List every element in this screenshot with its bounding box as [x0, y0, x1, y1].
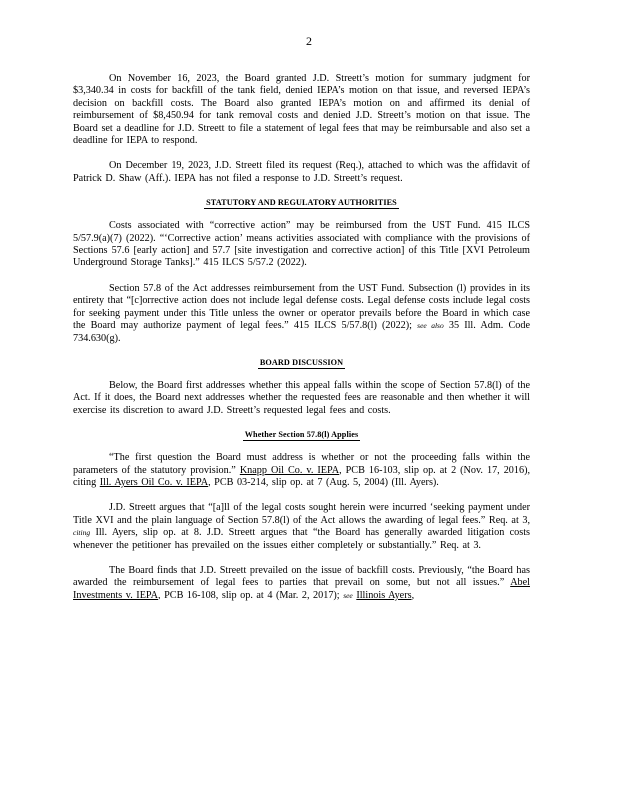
see-signal: see: [343, 590, 353, 600]
case-citation-ill-ayers: Ill. Ayers Oil Co. v. IEPA: [99, 476, 209, 488]
paragraph-discussion-intro: Below, the Board first addresses whether this appeal falls within the scope of Section 57.8(l) of the Act. If it does, the Board next addresses whether the requested fees are reasonable and then whether it will exercise its discretion to award J.D. Streett’s requested legal fees and costs.: [73, 379, 530, 416]
paragraph-request-filing: On December 19, 2023, J.D. Streett filed its request (Req.), attached to which was the affidavit of Patrick D. Shaw (Aff.). IEPA has not filed a response to J.D. Streett’s request.: [73, 160, 530, 184]
case-citation-knapp: Knapp Oil Co. v. IEPA: [239, 464, 340, 476]
case-citation-abel: Abel Investments v. IEPA: [73, 577, 530, 601]
see-also-signal: see also: [417, 321, 444, 331]
paragraph-procedural-history: On November 16, 2023, the Board granted J.D. Streett’s motion for summary judgment for $3,340.34 in costs for backfill of the tank field, denied IEPA’s motion on that issue, and reversed IEPA’s decision on backfill costs. The Board also granted IEPA’s motion on and affirmed its denial of reimbursement of $8,450.94 for tank removal costs and denied J.D. Streett’s motion on that issue. The Board set a deadline for J.D. Streett to file a statement of legal fees that may be reimbursable and also set a deadline for IEPA to respond.: [73, 73, 530, 147]
heading-statutory-authorities: STATUTORY AND REGULATORY AUTHORITIES: [206, 198, 397, 208]
paragraph-streett-argument: J.D. Streett argues that “[a]ll of the legal costs sought herein were incurred ‘seeking payment under Title XVI and the plain language of Section 57.8(l) of the Act allows the awarding of legal fees.” Req. at 3, citing Ill. Ayers, slip op. at 8. J.D. Streett argues that “the Board has generally awarded litigation costs whenever the petitioner has prevailed on the issues either completely or substantially.” Req. at 3.: [73, 502, 530, 551]
paragraph-first-question: “The first question the Board must address is whether or not the proceeding falls within the parameters of the statutory provision.” Knapp Oil Co. v. IEPA, PCB 16-103, slip op. at 2 (Nov. 17, 2016), citing Ill. Ayers Oil Co. v. IEPA, PCB 03-214, slip op. at 7 (Aug. 5, 2004) (Ill. Ayers).: [73, 452, 531, 488]
heading-whether-section-applies: Whether Section 57.8(l) Applies: [244, 430, 359, 440]
paragraph-section-57-8: Section 57.8 of the Act addresses reimbursement from the UST Fund. Subsection (l) provides in its entirety that “[c]orrective action does not include legal defense costs. Legal defense costs include legal costs for seeking payment under this Title unless the owner or operator prevails before the Board in which case the Board may authorize payment of legal fees.” 415 ILCS 5/57.8(l) (2022); see also 35 Ill. Adm. Code 734.630(g).: [73, 282, 530, 344]
paragraph-corrective-action: Costs associated with “corrective action” may be reimbursed from the UST Fund. 415 ILCS 5/57.9(a)(7) (2022). “‘Corrective action’ means activities associated with compliance with the provisions of Sections 57.6 [early action] and 57.7 [site investigation and corrective action] of this Title [XVI Petroleum Underground Storage Tanks].” 415 ILCS 5/57.2 (2022).: [73, 220, 530, 269]
page-number: 2: [306, 34, 312, 48]
case-citation-illinois-ayers: Illinois Ayers: [356, 589, 412, 601]
paragraph-board-finding: The Board finds that J.D. Streett prevailed on the issue of backfill costs. Previously, “the Board has awarded the reimbursement of legal fees to parties that prevail on some, but not all issues.” Abel Investments v. IEPA, PCB 16-108, slip op. at 4 (Mar. 2, 2017); see Illinois Ayers,: [73, 564, 530, 601]
heading-board-discussion: BOARD DISCUSSION: [259, 357, 344, 367]
citing-signal: citing: [73, 528, 91, 538]
